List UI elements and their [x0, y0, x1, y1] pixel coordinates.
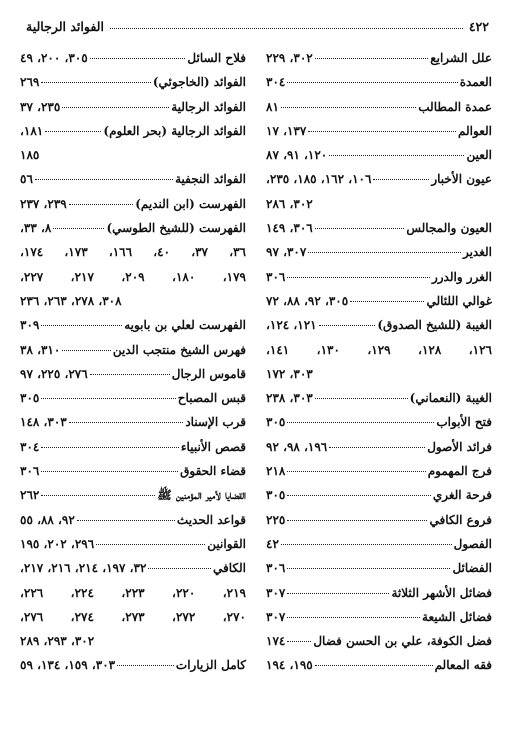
dot-leader	[287, 422, 434, 423]
page-references-continued: ٣٠٣، ١٧٢	[266, 366, 313, 381]
page-references: ٣٠٧، ٩٧	[266, 245, 307, 260]
page-references-continued: ٣٠٢، ٢٨٦	[266, 196, 313, 211]
header-leader	[110, 28, 463, 29]
running-title: الفوائد الرجالية	[26, 19, 104, 34]
dot-leader	[315, 228, 405, 229]
page-references: ٣٠٥	[20, 391, 40, 406]
dot-leader	[329, 447, 425, 448]
page-references: ٢٦٩	[20, 75, 40, 90]
page-references: ٣١٠، ٣٨	[20, 342, 61, 357]
index-entry	[20, 508, 246, 532]
dot-leader	[69, 204, 133, 205]
index-entry	[266, 629, 492, 653]
index-entry	[266, 410, 492, 434]
index-entry	[266, 581, 492, 605]
dot-leader	[62, 107, 169, 108]
page-references: ٣٠٧	[266, 609, 286, 624]
dot-leader	[90, 58, 186, 59]
dot-leader	[96, 544, 205, 545]
page-references-continued: ٣٠٢، ٢٩٣، ٢٨٩	[20, 634, 95, 649]
page-references: ٣٠٦	[266, 561, 286, 576]
page-references: ٣٠٦	[266, 269, 286, 284]
page-references: ١٧٤	[266, 634, 286, 649]
index-term: قواعد الحديث	[176, 512, 246, 527]
index-term: الفوائد الرجالية (بحر العلوم)	[103, 123, 246, 138]
index-term: الغيبة (للشيخ الصدوق)	[377, 318, 492, 333]
index-term: غوالي اللئالي	[426, 293, 492, 308]
index-entry	[266, 240, 492, 264]
index-term: قرب الإسناد	[185, 415, 246, 430]
dot-leader	[287, 568, 450, 569]
dot-leader	[148, 568, 211, 569]
index-term: العمدة	[459, 75, 492, 90]
dot-leader	[287, 593, 389, 594]
index-entry	[266, 265, 492, 289]
page-references: ٢٧٦، ٢٢٥، ٩٧	[20, 366, 88, 381]
index-term: الفوائد الرجالية	[171, 99, 246, 114]
page-references: ٢١٨	[266, 464, 286, 479]
index-entry	[266, 70, 492, 94]
page-number: ٤٢٢	[468, 19, 489, 34]
dot-leader	[287, 471, 425, 472]
index-term: فضل الكوفة، علي بن الحسن فضال	[313, 634, 492, 649]
index-entry	[266, 386, 492, 410]
page-references-continued: ٣٦، ٣٧، ٤٠، ١٦٦، ١٧٣، ١٧٤،	[20, 245, 246, 260]
dot-leader	[287, 617, 420, 618]
index-term: فقه المعالم	[434, 658, 492, 673]
index-entry	[266, 313, 492, 337]
index-entry	[266, 483, 492, 507]
page-references: ٢٩٦، ٢٠٢، ١٩٥	[20, 536, 95, 551]
index-term: كامل الزيارات	[175, 658, 246, 673]
page-references: ٣٠٥	[266, 488, 286, 503]
index-term: العوالم	[458, 123, 492, 138]
dot-leader	[35, 179, 173, 180]
index-entry	[266, 435, 492, 459]
index-term: قضاء الحقوق	[180, 464, 246, 479]
index-term: فرحة الغري	[432, 488, 492, 503]
dot-leader	[315, 58, 428, 59]
index-entry	[266, 508, 492, 532]
dot-leader	[41, 495, 155, 496]
dot-leader	[41, 398, 175, 399]
page-references: ٣٠٣، ١٥٩، ١٣٤، ٥٩	[20, 658, 116, 673]
index-term: فهرس الشيخ منتجب الدين	[112, 342, 246, 357]
page-references: ٨، ٣٣،	[20, 221, 52, 236]
index-term: عيون الأخبار	[431, 172, 492, 187]
index-entry	[20, 167, 246, 191]
index-column-left	[20, 46, 246, 678]
dot-leader	[287, 495, 430, 496]
dot-leader	[287, 520, 427, 521]
index-entry	[20, 216, 246, 240]
index-entry	[20, 556, 246, 580]
page-references: ٣٠٧	[266, 585, 286, 600]
dot-leader	[77, 520, 175, 521]
page-references-continued: ٣٠٨، ٢٧٨، ٢٦٣، ٢٣٦	[20, 293, 122, 308]
index-entry	[266, 167, 492, 191]
index-entry	[20, 653, 246, 677]
index-term: فرائد الأصول	[427, 439, 492, 454]
index-term: قاموس الرجال	[171, 366, 246, 381]
index-entry	[20, 95, 246, 119]
dot-leader	[281, 544, 452, 545]
index-term: فلاح السائل	[187, 51, 246, 65]
index-entry	[266, 119, 492, 143]
index-entry	[20, 46, 246, 70]
dot-leader	[287, 277, 430, 278]
index-term: علل الشرايع	[430, 51, 492, 65]
index-entry	[266, 459, 492, 483]
page-references-continued: ١٢٦، ١٢٨، ١٢٩، ١٣٠، ١٤١،	[266, 342, 492, 357]
index-term: الغيبة (النعماني)	[409, 391, 492, 406]
index-entry	[266, 216, 492, 240]
dot-leader	[41, 447, 179, 448]
page-references-continued: ٢٧٠، ٢٧٢، ٢٧٣، ٢٧٤، ٢٧٦،	[20, 609, 246, 624]
page-references: ١٩٥، ١٩٤	[266, 658, 313, 673]
index-term: قبس المصباح	[177, 391, 246, 406]
page-references: ١٨١،	[20, 123, 44, 138]
page-references: ٢٢٥	[266, 512, 286, 527]
dot-leader	[45, 131, 101, 132]
page-references: ٣٠٣، ٢٣٨	[266, 391, 313, 406]
index-term: القضايا لأمير المؤمنين ﷺ	[157, 488, 246, 503]
page-references: ٣٠٥	[266, 415, 286, 430]
index-term: فضائل الأشهر الثلاثة	[391, 585, 492, 600]
index-entry	[266, 95, 492, 119]
dot-leader	[69, 422, 184, 423]
page-references: ٥٦	[20, 172, 33, 187]
index-entry	[20, 435, 246, 459]
index-term: الفوائد النجفية	[175, 172, 246, 187]
page-references: ٢٦٢	[20, 488, 40, 503]
index-term: الفهرست لعلي بن بابويه	[124, 318, 246, 333]
index-term: القوانين	[207, 536, 246, 551]
dot-leader	[53, 228, 104, 229]
page-references: ٩٢، ٨٨، ٥٥	[20, 512, 75, 527]
index-entry	[266, 46, 492, 70]
index-entry	[266, 556, 492, 580]
index-entry	[266, 605, 492, 629]
dot-leader	[319, 325, 376, 326]
dot-leader	[287, 641, 311, 642]
index-entry	[20, 338, 246, 362]
index-entry	[266, 143, 492, 167]
dot-leader	[308, 252, 461, 253]
index-entry	[20, 459, 246, 483]
page-references: ٣٠٤	[20, 439, 40, 454]
page-references: ٣٠٥، ٩٢، ٨٨، ٧٢	[266, 293, 349, 308]
index-entry	[20, 70, 246, 94]
index-term: العيون والمجالس	[406, 221, 492, 236]
page-references-continued: ١٧٩، ١٨٠، ٢٠٩، ٢١٧، ٢٢٧،	[20, 269, 246, 284]
index-term: الفهرست (للشيخ الطوسي)	[106, 221, 246, 236]
index-term: عمدة المطالب	[418, 99, 492, 114]
dot-leader	[308, 131, 456, 132]
index-term: الفهرست (ابن النديم)	[135, 196, 246, 211]
page-references: ٣٠٥، ٢٠٠، ٤٩	[20, 51, 88, 65]
index-entry	[20, 483, 246, 507]
index-column-right	[266, 46, 492, 678]
index-entry	[266, 653, 492, 677]
index-term: الفوائد (الخاجوئي)	[152, 75, 246, 90]
index-term: فرج المهموم	[427, 464, 492, 479]
page-references-continued: ١٨٥	[20, 148, 40, 163]
dot-leader	[41, 325, 122, 326]
index-entry	[20, 386, 246, 410]
page-references: ١٢٠، ٩١، ٨٧	[266, 148, 328, 163]
index-term: قصص الأنبياء	[180, 439, 246, 454]
page-references: ١٠٦، ١٦٢، ١٨٥، ٢٣٥،	[266, 172, 372, 187]
page-references: ٣٠٢، ٢٢٩	[266, 51, 313, 65]
index-term: فروع الكافي	[429, 512, 492, 527]
page-references: ٨١	[266, 99, 279, 114]
page-references: ٢٣٥، ٣٧	[20, 99, 61, 114]
page-references: ٤٢	[266, 536, 279, 551]
index-term: الكافي	[212, 561, 246, 576]
index-term: الغرر والدرر	[431, 269, 492, 284]
page-references: ٣٠٦، ١٤٩	[266, 221, 313, 236]
dot-leader	[287, 82, 457, 83]
dot-leader	[373, 179, 429, 180]
page-references: ١٣٧، ١٧	[266, 123, 307, 138]
index-entry	[20, 192, 246, 216]
page-references: ٢٣٩، ٢٣٧	[20, 196, 67, 211]
dot-leader	[315, 665, 433, 666]
dot-leader	[281, 107, 416, 108]
index-entry	[20, 362, 246, 386]
page-header	[26, 14, 489, 34]
dot-leader	[90, 374, 170, 375]
index-term: فتح الأبواب	[436, 415, 492, 430]
page-references: ٣٢، ١٩٧، ٢١٤، ٢١٦، ٢١٧،	[20, 561, 147, 576]
index-term: الفضائل	[452, 561, 492, 576]
index-term: العين	[466, 148, 492, 163]
dot-leader	[315, 398, 408, 399]
page-references: ١٩٦، ٩٨، ٩٢	[266, 439, 328, 454]
index-term: فضائل الشيعة	[422, 609, 492, 624]
index-term: الفصول	[453, 536, 492, 551]
dot-leader	[41, 471, 178, 472]
page-references: ٣٠٦	[20, 464, 40, 479]
dot-leader	[329, 155, 464, 156]
page-references: ٣٠٩	[20, 318, 40, 333]
dot-leader	[350, 301, 424, 302]
index-entry	[20, 532, 246, 556]
index-entry	[20, 410, 246, 434]
dot-leader	[62, 350, 111, 351]
page-references-continued: ٢١٩، ٢٢٠، ٢٢٣، ٢٢٤، ٢٢٦،	[20, 585, 246, 600]
dot-leader	[117, 665, 174, 666]
index-entry	[266, 532, 492, 556]
index-entry	[20, 313, 246, 337]
index-term: الغدير	[462, 245, 492, 260]
dot-leader	[41, 82, 151, 83]
page-references: ١٢١، ١٢٤،	[266, 318, 317, 333]
page-references: ٣٠٣، ١٤٨	[20, 415, 67, 430]
page-references: ٣٠٤	[266, 75, 286, 90]
index-entry	[266, 289, 492, 313]
index-entry	[20, 119, 246, 143]
